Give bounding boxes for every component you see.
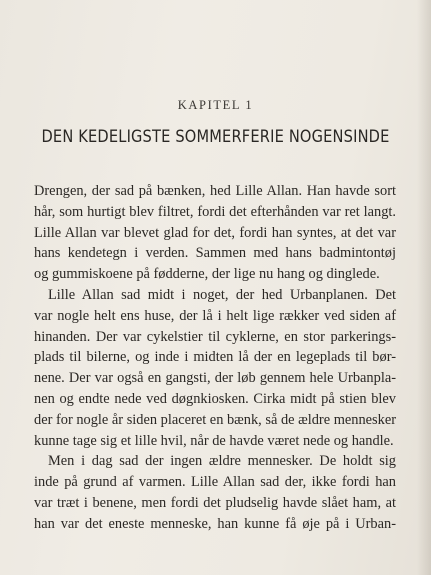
text-line: inde på grund af varmen. Lille Allan sad der, ikke fordi han xyxy=(34,474,396,491)
page-edge-shadow xyxy=(417,0,431,575)
text-line: hinanden. Der var cykelstier til cyklerne, en stor parkerings- xyxy=(34,328,396,345)
text-line: hår, som hurtigt blev filtret, fordi det efterhånden var ret langt. xyxy=(34,203,396,220)
text-line: der for nogle år siden placeret en bænk, så de ældre mennesker xyxy=(34,411,397,428)
text-line: Lille Allan var blevet glad for det, fordi han syntes, at det var xyxy=(34,224,396,241)
text-line: han var det eneste menneske, han kunne få øje på i Urban- xyxy=(34,515,396,532)
chapter-label: KAPITEL 1 xyxy=(177,98,254,112)
text-line: hans kendetegn i verden. Sammen med hans badmintontøj xyxy=(34,245,396,262)
chapter-body xyxy=(34,181,396,535)
text-line: og gummiskoene på fødderne, der lige nu hang og dinglede. xyxy=(34,266,380,283)
text-line: var nogle helt ens huse, der lå i helt lige rækker ved siden af xyxy=(34,307,396,324)
text-line: Drengen, der sad på bænken, hed Lille Allan. Han havde sort xyxy=(34,183,396,199)
text-line: Lille Allan sad midt i noget, der hed Urbanplanen. Det xyxy=(48,286,396,303)
text-line: nen og endte nede ved døgnkiosken. Cirka midt på stien blev xyxy=(34,390,396,407)
text-line: plads til bilerne, og inde i midten lå der en legeplads til bør- xyxy=(34,349,396,366)
text-line: var træt i benene, men fordi det pludselig havde slået ham, at xyxy=(34,494,396,511)
chapter-title: DEN KEDELIGSTE SOMMERFERIE NOGENSINDE xyxy=(41,127,390,147)
text-line: Men i dag sad der ingen ældre mennesker. De holdt sig xyxy=(48,453,396,470)
text-line: kunne tage sig et lille hvil, når de havde været nede og handle. xyxy=(34,432,394,449)
text-line: nene. Der var også en gangsti, der løb gennem hele Urbanpla- xyxy=(34,370,396,387)
